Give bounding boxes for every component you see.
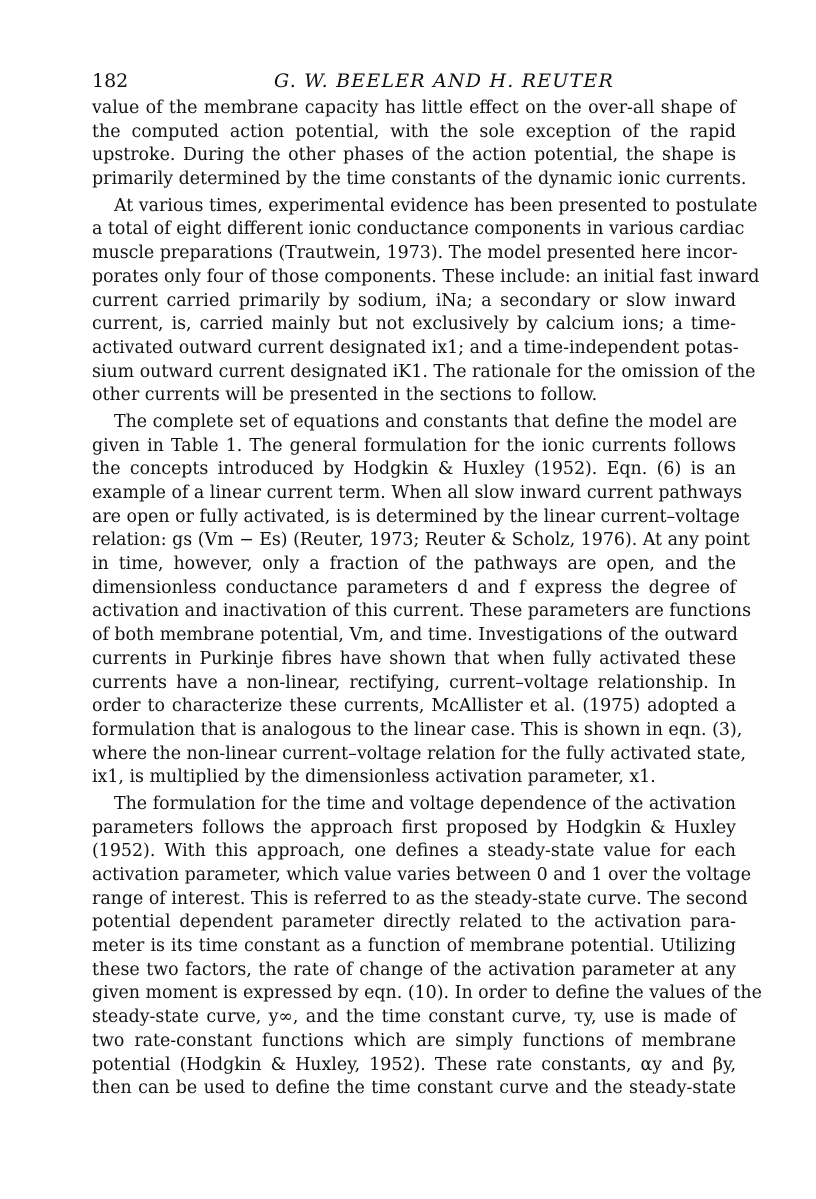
text-line: two rate-constant functions which are simply functions of membrane xyxy=(92,1030,736,1051)
text-line: ix1, is multiplied by the dimensionless activation parameter, x1. xyxy=(92,767,656,788)
text-line: upstroke. During the other phases of the action potential, the shape is xyxy=(92,145,736,166)
text-line: potential dependent parameter directly related to the activation para- xyxy=(92,912,736,933)
text-line: the concepts introduced by Hodgkin & Huxley (1952). Eqn. (6) is an xyxy=(92,459,736,480)
text-line: activation parameter, which value varies between 0 and 1 over the voltage xyxy=(92,865,752,885)
text-line: primarily determined by the time constants of the dynamic ionic currents. xyxy=(92,169,747,190)
text-line: porates only four of those components. These include: an initial fast inward xyxy=(92,266,760,287)
page-number: 182 xyxy=(92,70,129,92)
text-line: example of a linear current term. When all slow inward current pathways xyxy=(92,483,743,503)
text-line: range of interest. This is referred to as the steady-state curve. The second xyxy=(92,888,748,909)
text-line: parameters follows the approach first proposed by Hodgkin & Huxley xyxy=(92,817,736,838)
text-line: of both membrane potential, Vm, and time. Investigations of the outward xyxy=(92,625,738,646)
text-line: in time, however, only a fraction of the pathways are open, and the xyxy=(92,554,736,575)
text-line: relation: gs (Vm − Es) (Reuter, 1973; Reuter & Scholz, 1976). At any point xyxy=(92,530,750,551)
text-line: sium outward current designated iK1. The rationale for the omission of the xyxy=(92,361,756,382)
text-line: (1952). With this approach, one defines a steady-state value for each xyxy=(92,841,736,862)
paragraph-1 xyxy=(92,97,747,192)
text-line: the computed action potential, with the sole exception of the rapid xyxy=(92,121,736,142)
text-line: order to characterize these currents, McAllister et al. (1975) adopted a xyxy=(92,696,736,717)
text-line: these two factors, the rate of change of the activation parameter at any xyxy=(92,959,736,980)
text-line: steady-state curve, y∞, and the time constant curve, τy, use is made of xyxy=(92,1007,736,1028)
paragraph-4 xyxy=(92,793,762,1101)
text-line: then can be used to define the time constant curve and the steady-state xyxy=(92,1078,736,1099)
text-line: current, is, carried mainly but not exclusively by calcium ions; a time- xyxy=(92,314,736,335)
text-line: At various times, experimental evidence has been presented to postulate xyxy=(114,195,758,216)
paragraph-3 xyxy=(92,411,752,790)
text-line: are open or fully activated, is is determined by the linear current–voltage xyxy=(92,506,740,527)
text-line: other currents will be presented in the sections to follow. xyxy=(92,385,598,406)
text-line: a total of eight different ionic conductance components in various cardiac xyxy=(92,219,745,240)
text-line: activated outward current designated ix1; and a time-independent potas- xyxy=(92,337,739,358)
paragraph-2 xyxy=(92,195,760,408)
text-line: The complete set of equations and constants that define the model are xyxy=(114,411,738,432)
text-line: potential (Hodgkin & Huxley, 1952). These rate constants, αy and βy, xyxy=(92,1054,736,1075)
text-line: current carried primarily by sodium, iNa; a secondary or slow inward xyxy=(92,290,736,311)
text-line: muscle preparations (Trautwein, 1973). The model presented here incor- xyxy=(92,243,738,264)
text-line: currents in Purkinje fibres have shown that when fully activated these xyxy=(92,648,736,669)
text-line: where the non-linear current–voltage relation for the fully activated state, xyxy=(92,743,747,764)
text-line: given moment is expressed by eqn. (10). In order to define the values of the xyxy=(92,983,762,1004)
body-text xyxy=(92,97,762,1104)
text-line: activation and inactivation of this current. These parameters are functions xyxy=(92,601,752,622)
text-line: dimensionless conductance parameters d and f express the degree of xyxy=(92,577,736,598)
text-line: given in Table 1. The general formulation for the ionic currents follows xyxy=(92,435,736,456)
text-line: formulation that is analogous to the linear case. This is shown in eqn. (3), xyxy=(92,719,743,740)
text-line: The formulation for the time and voltage dependence of the activation xyxy=(114,793,736,814)
text-line: currents have a non-linear, rectifying, current–voltage relationship. In xyxy=(92,672,736,693)
text-line: value of the membrane capacity has little effect on the over-all shape of xyxy=(92,98,736,118)
running-title: G. W. BEELER AND H. REUTER xyxy=(274,70,614,92)
page-header xyxy=(92,70,736,98)
text-line: meter is its time constant as a function of membrane potential. Utilizing xyxy=(92,936,736,957)
